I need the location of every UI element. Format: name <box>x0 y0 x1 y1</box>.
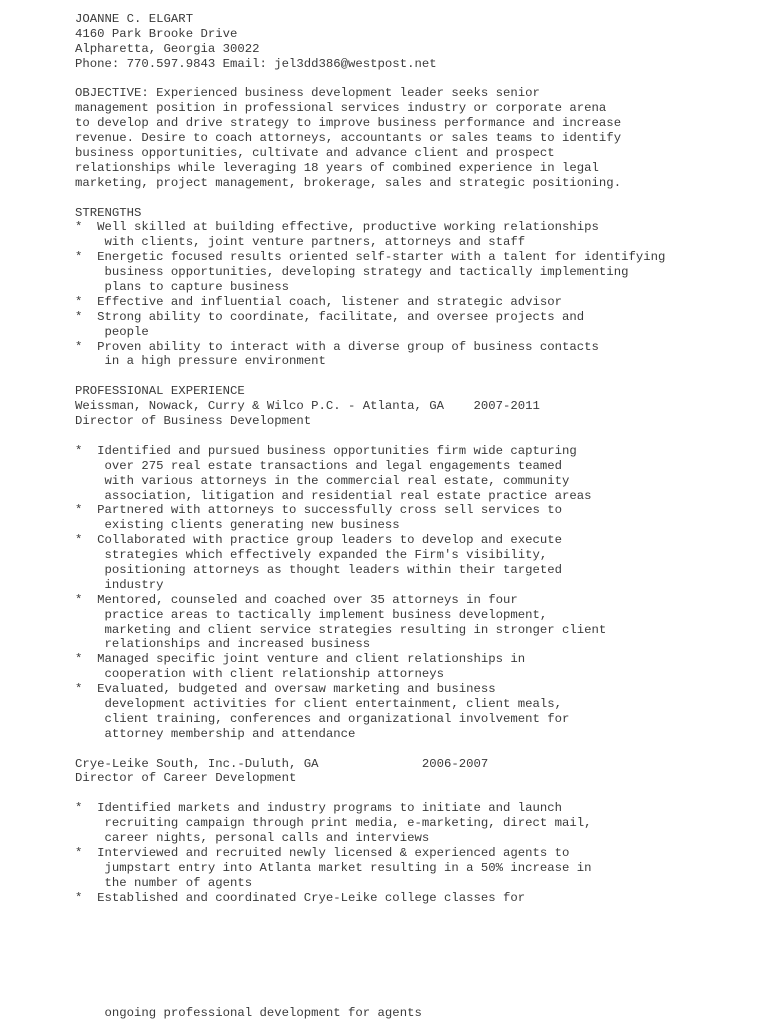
resume-line: attorney membership and attendance <box>75 726 356 741</box>
resume-line: * Evaluated, budgeted and oversaw marketing and business <box>75 682 496 697</box>
resume-line: people <box>75 324 149 339</box>
resume-line: existing clients generating new business <box>75 518 400 533</box>
resume-line: over 275 real estate transactions and legal engagements teamed <box>75 458 563 473</box>
resume-line: * Collaborated with practice group leaders to develop and execute <box>75 533 563 548</box>
resume-line: in a high pressure environment <box>75 354 326 369</box>
resume-line: STRENGTHS <box>75 205 142 220</box>
resume-line: positioning attorneys as thought leaders within their targeted <box>75 562 563 577</box>
resume-line: practice areas to tactically implement business development, <box>75 607 548 622</box>
resume-line: JOANNE C. ELGART <box>75 12 194 26</box>
resume-line: OBJECTIVE: Experienced business development leader seeks senior <box>75 86 540 101</box>
resume-line: strategies which effectively expanded the Firm's visibility, <box>75 548 548 563</box>
resume-line: association, litigation and residential real estate practice areas <box>75 488 592 503</box>
resume-line: Alpharetta, Georgia 30022 <box>75 41 260 56</box>
resume-line: industry <box>75 577 164 592</box>
resume-line: * Interviewed and recruited newly licensed & experienced agents to <box>75 845 570 860</box>
resume-line: * Mentored, counseled and coached over 35 attorneys in four <box>75 592 518 607</box>
resume-line: with various attorneys in the commercial real estate, community <box>75 473 570 488</box>
resume-line: marketing and client service strategies resulting in stronger client <box>75 622 607 637</box>
resume-line: business opportunities, developing strategy and tactically implementing <box>75 265 629 280</box>
resume-line: * Well skilled at building effective, productive working relationships <box>75 220 599 235</box>
resume-continuation-line: ongoing professional development for agents <box>75 1006 422 1020</box>
resume-line: career nights, personal calls and interviews <box>75 830 430 845</box>
resume-line: * Proven ability to interact with a diverse group of business contacts <box>75 339 599 354</box>
blank-line <box>75 429 665 444</box>
resume-line: business opportunities, cultivate and advance client and prospect <box>75 146 555 161</box>
resume-line: * Energetic focused results oriented self-starter with a talent for identifying <box>75 250 666 265</box>
resume-line: * Strong ability to coordinate, facilitate, and oversee projects and <box>75 309 585 324</box>
resume-line: * Established and coordinated Crye-Leike college classes for <box>75 890 526 905</box>
resume-line: Crye-Leike South, Inc.-Duluth, GA 2006-2007 <box>75 756 489 771</box>
resume-line: the number of agents <box>75 875 253 890</box>
resume-line: plans to capture business <box>75 280 290 295</box>
resume-line: development activities for client entertainment, client meals, <box>75 696 563 711</box>
resume-document <box>75 12 665 905</box>
resume-line: to develop and drive strategy to improve business performance and increase <box>75 116 622 131</box>
resume-line: Weissman, Nowack, Curry & Wilco P.C. - Atlanta, GA 2007-2011 <box>75 399 540 414</box>
resume-line: revenue. Desire to coach attorneys, accountants or sales teams to identify <box>75 131 622 146</box>
resume-line: Director of Career Development <box>75 771 297 786</box>
blank-line <box>75 191 665 206</box>
resume-line: Director of Business Development <box>75 414 312 429</box>
resume-line: marketing, project management, brokerage, sales and strategic positioning. <box>75 175 622 190</box>
resume-line: * Partnered with attorneys to successfully cross sell services to <box>75 503 563 518</box>
resume-line: * Effective and influential coach, listener and strategic advisor <box>75 294 563 309</box>
resume-line: * Managed specific joint venture and client relationships in <box>75 652 526 667</box>
resume-line: jumpstart entry into Atlanta market resulting in a 50% increase in <box>75 860 592 875</box>
blank-line <box>75 72 665 87</box>
resume-line: recruiting campaign through print media, e-marketing, direct mail, <box>75 816 592 831</box>
resume-line: management position in professional services industry or corporate arena <box>75 101 607 116</box>
blank-line <box>75 786 665 801</box>
resume-line: client training, conferences and organizational involvement for <box>75 711 570 726</box>
resume-line: Phone: 770.597.9843 Email: jel3dd386@westpost.net <box>75 56 437 71</box>
blank-line <box>75 369 665 384</box>
resume-line: * Identified and pursued business opportunities firm wide capturing <box>75 443 577 458</box>
resume-line: PROFESSIONAL EXPERIENCE <box>75 384 245 399</box>
resume-line: with clients, joint venture partners, attorneys and staff <box>75 235 526 250</box>
blank-line <box>75 742 665 757</box>
resume-line: relationships and increased business <box>75 637 371 652</box>
resume-line: 4160 Park Brooke Drive <box>75 26 238 41</box>
resume-line: relationships while leveraging 18 years of combined experience in legal <box>75 160 599 175</box>
resume-line: * Identified markets and industry programs to initiate and launch <box>75 801 563 816</box>
resume-line: cooperation with client relationship attorneys <box>75 667 444 682</box>
